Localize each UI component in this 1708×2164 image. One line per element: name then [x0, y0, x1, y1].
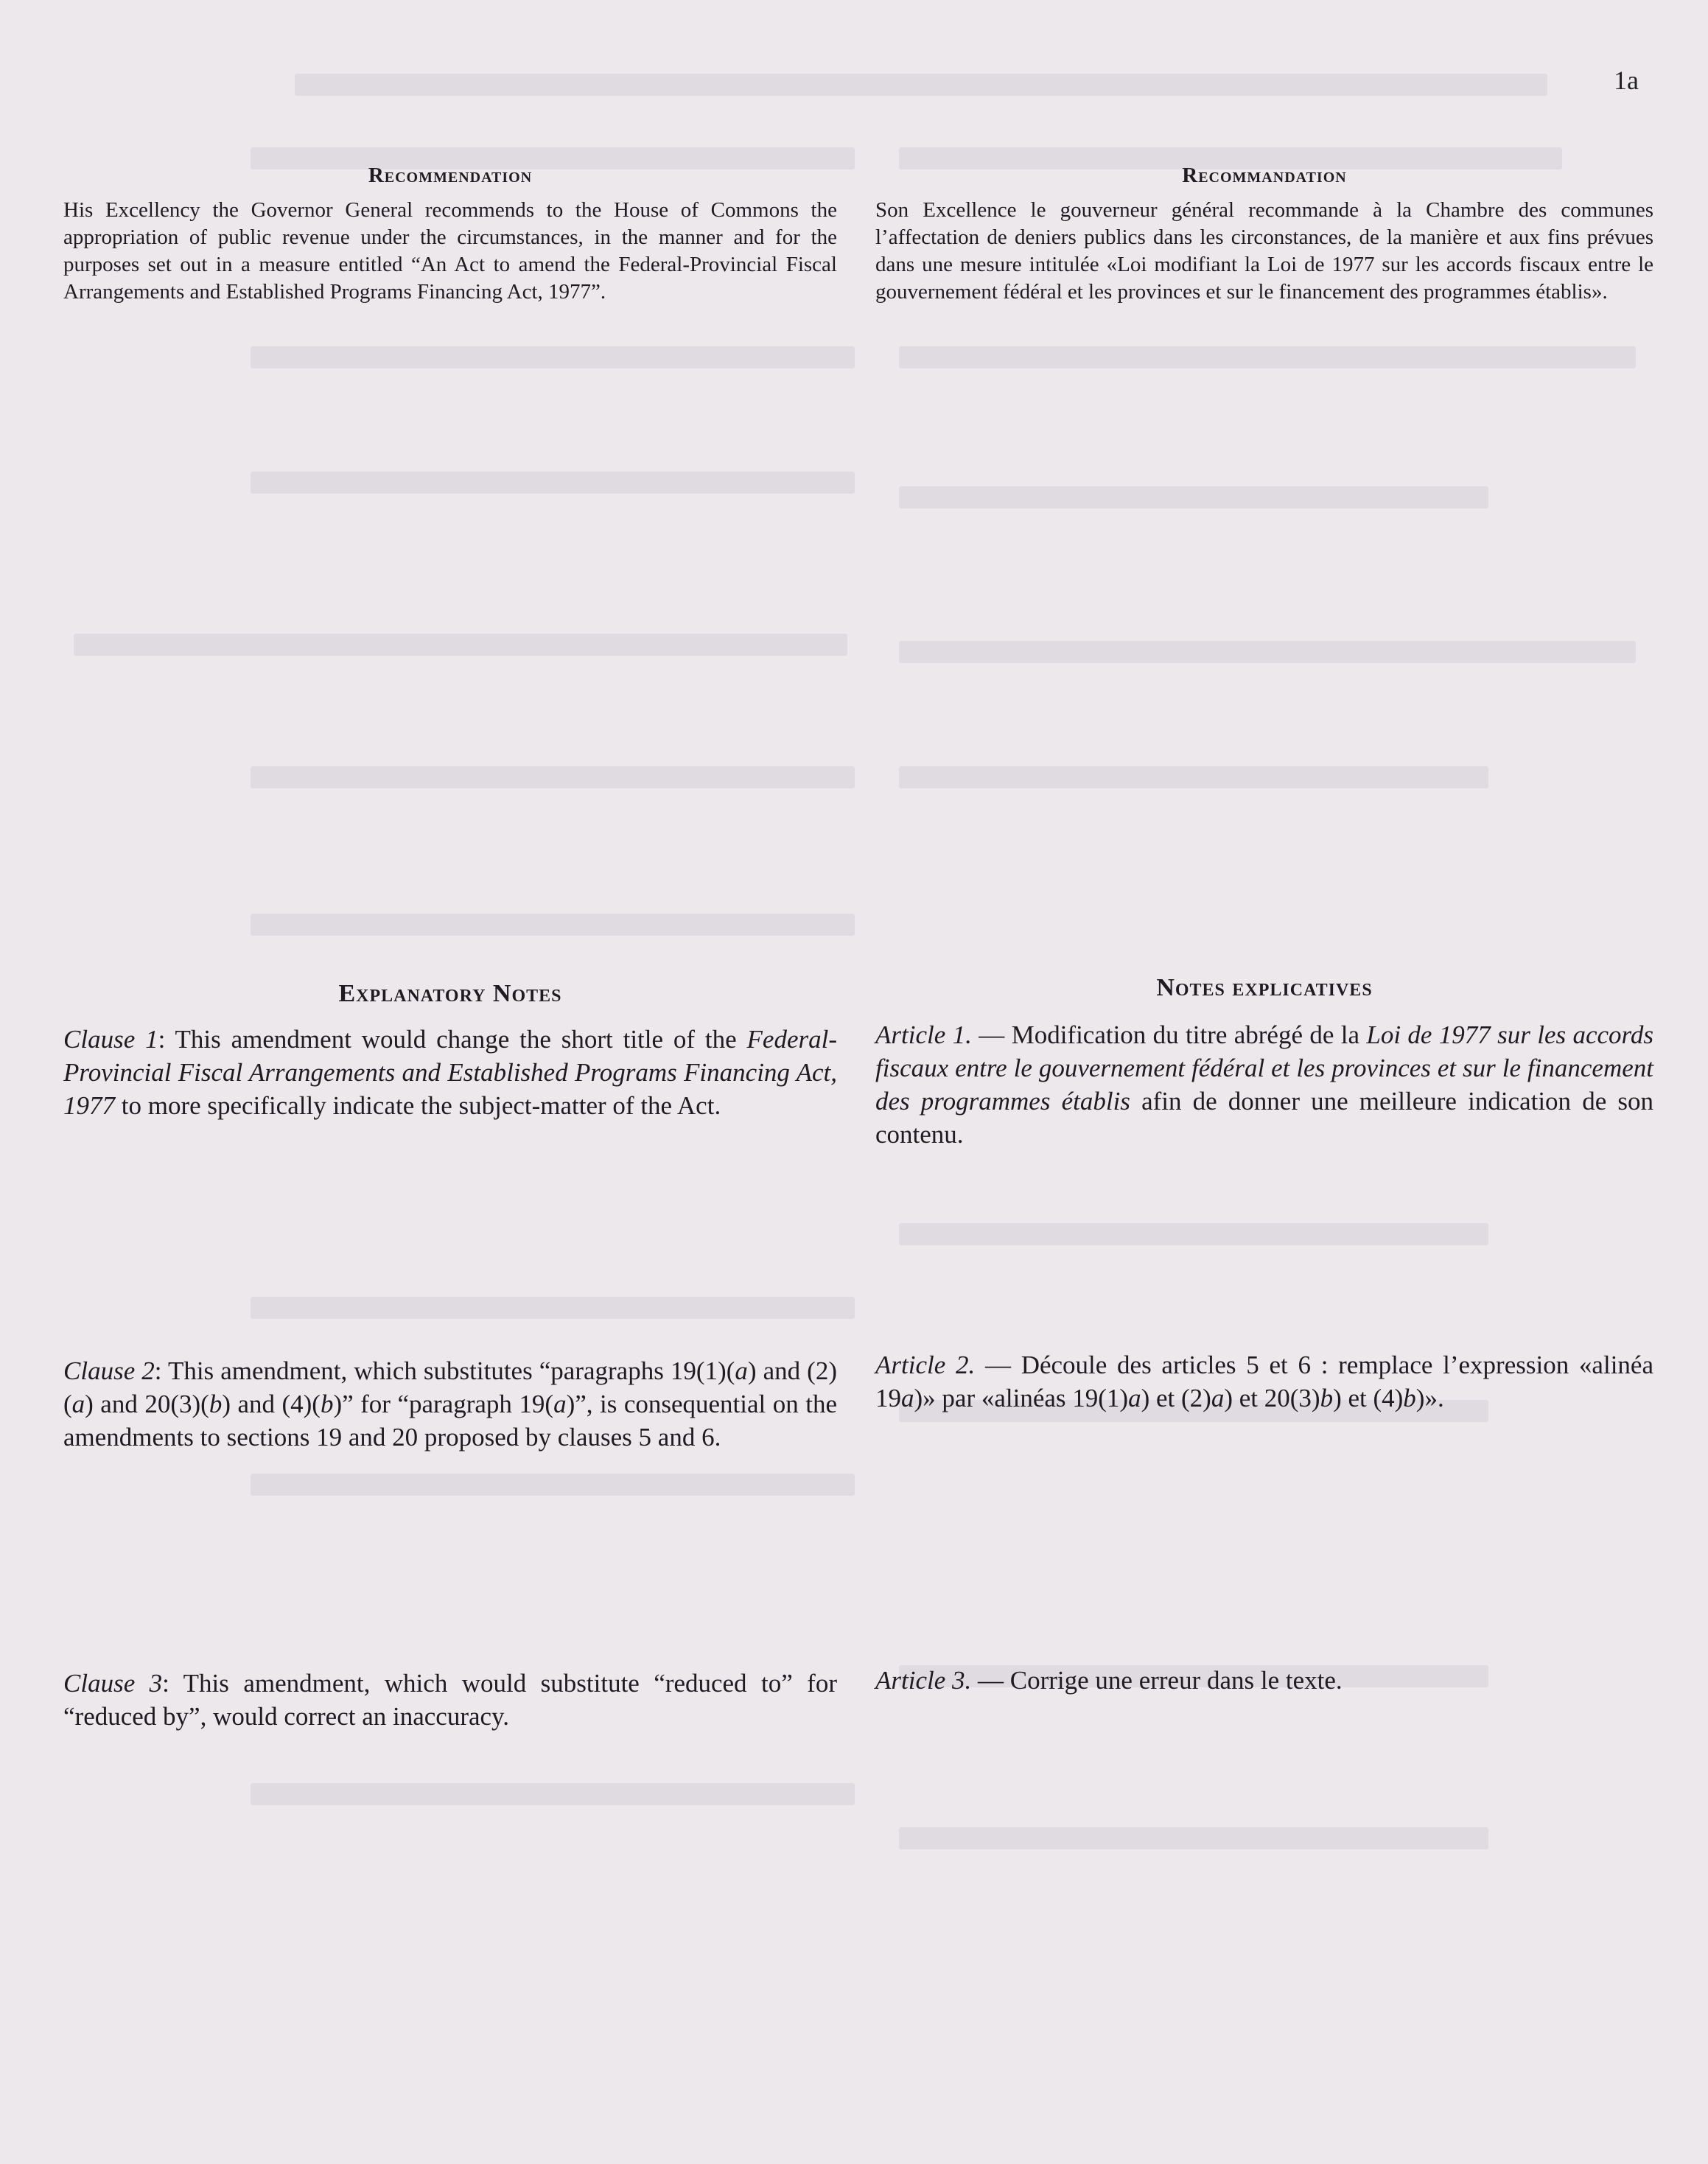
notes-explicatives-heading: Notes explicatives	[1156, 974, 1373, 1001]
italic-text-run: a	[71, 1390, 85, 1418]
italic-text-run: b	[1320, 1384, 1334, 1412]
article-2-label: Article 2.	[875, 1351, 976, 1379]
clause-2-label: Clause 2	[63, 1356, 155, 1385]
clause-3-text: : This amendment, which would substitute “reduced to” for “reduced by”, would correct an inaccuracy.	[63, 1669, 837, 1731]
clause-2-note	[63, 1354, 837, 1454]
text-run: ) and 20(3)(	[85, 1390, 209, 1418]
text-run: ) et (2)	[1141, 1384, 1211, 1412]
article-3-text: — Corrige une erreur dans le texte.	[971, 1666, 1343, 1695]
recommendation-heading-en: Recommendation	[368, 164, 533, 187]
italic-text-run: a	[735, 1356, 748, 1385]
article-1-act-title: Loi de 1977 sur les accords fiscaux entre le gouvernement fédéral et les provinces et sur le financement des programmes établis	[875, 1020, 1653, 1116]
clause-1-text-before: : This amendment would change the short title of the	[158, 1025, 747, 1054]
clause-1-act-title: Federal-Provincial Fiscal Arrangements and Established Programs Financing Act, 1977	[63, 1025, 837, 1120]
text-run: ) and (4)(	[222, 1390, 321, 1418]
clause-3-note	[63, 1667, 837, 1733]
recommendation-section-en	[63, 164, 837, 306]
article-3-label: Article 3.	[875, 1666, 972, 1695]
italic-text-run: b	[209, 1390, 223, 1418]
text-run: ) et 20(3)	[1224, 1384, 1320, 1412]
italic-text-run: b	[320, 1390, 334, 1418]
italic-text-run: a	[1128, 1384, 1141, 1412]
article-3-note	[875, 1664, 1653, 1697]
recommendation-heading-fr: Recommandation	[1182, 164, 1347, 187]
clause-1-note	[63, 1023, 837, 1122]
article-2-note	[875, 1348, 1653, 1415]
article-1-label: Article 1.	[875, 1020, 972, 1049]
article-1-note	[875, 1018, 1653, 1151]
italic-text-run: a	[901, 1384, 914, 1412]
recommendation-body-en: His Excellency the Governor General recommends to the House of Commons the appropriation of public revenue under the circumstances, in the manner and for the purposes set out in a measure entitled “An Act to amend the Federal-Provincial Fiscal Arrangements and Established Programs Financing Act, 1977”.	[63, 198, 837, 304]
text-run: ) et (4)	[1333, 1384, 1404, 1412]
article-1-text-before: — Modification du titre abrégé de la	[971, 1020, 1367, 1049]
article-1-text-after: afin de donner une meilleure indication de son contenu.	[875, 1087, 1653, 1149]
page-number: 1a	[1614, 66, 1639, 95]
explanatory-notes-heading: Explanatory Notes	[338, 980, 562, 1007]
clause-1-label: Clause 1	[63, 1025, 158, 1054]
text-run: )» par «alinéas 19(1)	[914, 1384, 1129, 1412]
clause-3-label: Clause 3	[63, 1669, 163, 1698]
text-run: ) and (2)(	[63, 1356, 837, 1418]
text-run: )».	[1415, 1384, 1444, 1412]
recommendation-body-fr: Son Excellence le gouverneur général recommande à la Chambre des communes l’affectation de deniers publics dans les circonstances, de la manière et aux fins prévues dans une mesure intitulée «Loi modifiant la Loi de 1977 sur les accords fiscaux entre le gouvernement fédéral et les provinces et sur le financement des programmes établis».	[875, 198, 1653, 304]
clause-2-text	[63, 1356, 837, 1452]
text-run: : This amendment, which substitutes “paragraphs 19(1)(	[154, 1356, 735, 1385]
text-run: )” for “paragraph 19(	[333, 1390, 554, 1418]
text-run: )”, is consequential on the amendments to sections 19 and 20 proposed by clauses 5 and 6.	[63, 1390, 838, 1452]
recommendation-section-fr	[875, 164, 1653, 306]
italic-text-run: a	[1211, 1384, 1225, 1412]
italic-text-run: a	[553, 1390, 567, 1418]
italic-text-run: b	[1403, 1384, 1416, 1412]
text-run: — Découle des articles 5 et 6 : remplace l’expression «alinéa 19	[875, 1351, 1653, 1412]
clause-1-text-after: to more specifically indicate the subject-matter of the Act.	[115, 1091, 721, 1120]
article-2-text	[875, 1351, 1653, 1412]
